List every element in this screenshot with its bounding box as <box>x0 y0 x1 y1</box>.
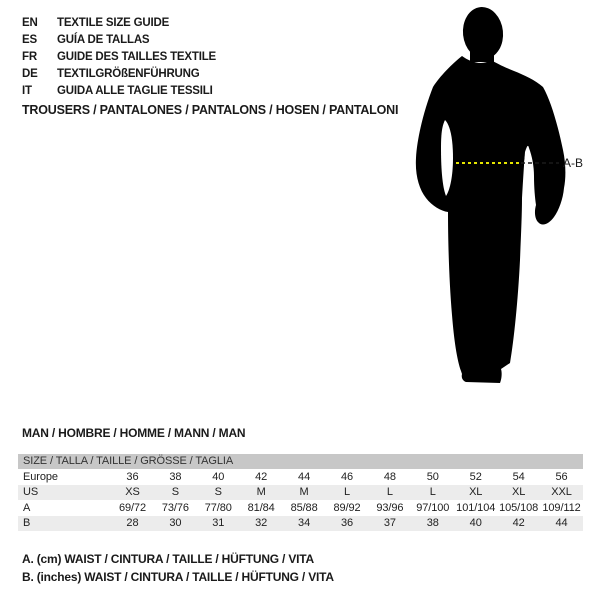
language-label: GUÍA DE TALLAS <box>57 33 150 46</box>
size-cell: 46 <box>340 470 353 483</box>
size-cell: 32 <box>255 517 268 530</box>
size-cell: 101/104 <box>456 501 496 514</box>
size-cell: 77/80 <box>204 501 232 514</box>
footnote: A. (cm) WAIST / CINTURA / TAILLE / HÜFTUNG / VITA <box>22 552 314 566</box>
size-cell: 54 <box>512 470 525 483</box>
size-table-row <box>18 469 583 485</box>
size-cell: L <box>343 486 350 499</box>
size-row-label: Europe <box>23 470 58 483</box>
size-cell: L <box>429 486 436 499</box>
size-cell: XXL <box>551 486 572 499</box>
size-cell: 69/72 <box>118 501 146 514</box>
size-cell: M <box>256 486 266 499</box>
size-cell: XS <box>125 486 140 499</box>
waist-label: A-B <box>563 156 584 170</box>
size-cell: 34 <box>298 517 311 530</box>
man-silhouette <box>416 5 566 383</box>
size-cell: 31 <box>212 517 225 530</box>
size-row-label: A <box>23 501 31 514</box>
language-code: EN <box>22 16 38 29</box>
size-cell: 48 <box>383 470 396 483</box>
size-table-body <box>18 469 583 531</box>
size-cell: 109/112 <box>542 501 581 514</box>
size-cell: 56 <box>555 470 568 483</box>
size-table-row <box>18 516 583 532</box>
language-label: GUIDE DES TAILLES TEXTILE <box>57 50 216 63</box>
size-cell: 28 <box>126 517 139 530</box>
size-cell: M <box>299 486 309 499</box>
size-cell: 38 <box>426 517 439 530</box>
language-code: ES <box>22 33 37 46</box>
language-code: DE <box>22 67 38 80</box>
size-cell: 85/88 <box>290 501 318 514</box>
size-cell: L <box>386 486 393 499</box>
gender-title: MAN / HOMBRE / HOMME / MANN / MAN <box>22 426 246 440</box>
language-label: TEXTILGRÖßENFÜHRUNG <box>57 67 200 80</box>
size-cell: 44 <box>298 470 311 483</box>
size-cell: 81/84 <box>247 501 275 514</box>
size-cell: 40 <box>469 517 482 530</box>
language-code: IT <box>22 84 32 97</box>
size-table-header: SIZE / TALLA / TAILLE / GRÖSSE / TAGLIA <box>18 454 583 469</box>
size-cell: XL <box>511 486 526 499</box>
size-table-row <box>18 485 583 501</box>
size-cell: 40 <box>212 470 225 483</box>
size-cell: 89/92 <box>333 501 361 514</box>
size-cell: 42 <box>512 517 525 530</box>
size-cell: S <box>214 486 222 499</box>
size-cell: XL <box>469 486 483 499</box>
size-cell: 42 <box>255 470 268 483</box>
size-row-label: US <box>23 486 39 499</box>
footnote: B. (inches) WAIST / CINTURA / TAILLE / HÜFTUNG / VITA <box>22 569 334 584</box>
language-code: FR <box>22 50 37 63</box>
size-cell: 93/96 <box>376 501 404 514</box>
size-cell: 73/76 <box>161 501 189 514</box>
size-cell: 52 <box>469 470 482 483</box>
size-cell: 37 <box>383 517 396 530</box>
size-cell: 30 <box>169 517 182 530</box>
size-cell: S <box>171 486 179 499</box>
size-table <box>18 454 583 531</box>
size-cell: 44 <box>555 517 568 530</box>
size-cell: 97/100 <box>416 501 450 514</box>
language-label: TEXTILE SIZE GUIDE <box>57 16 170 29</box>
size-table-row <box>18 500 583 516</box>
category-title: TROUSERS / PANTALONES / PANTALONS / HOSEN / PANTALONI <box>22 103 399 117</box>
footnotes <box>22 552 334 587</box>
language-label: GUIDA ALLE TAGLIE TESSILI <box>57 84 213 97</box>
size-cell: 36 <box>126 470 139 483</box>
size-cell: 50 <box>426 470 439 483</box>
size-cell: 105/108 <box>499 501 539 514</box>
size-row-label: B <box>23 517 31 530</box>
size-cell: 36 <box>340 517 353 530</box>
size-cell: 38 <box>169 470 182 483</box>
